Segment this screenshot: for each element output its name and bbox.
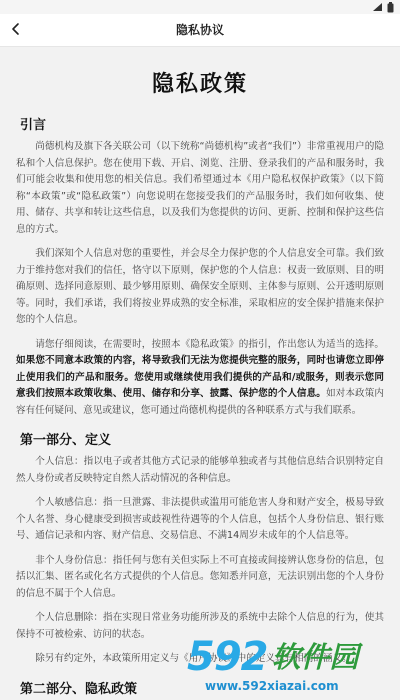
paragraph: 个人信息：指以电子或者其他方式记录的能够单独或者与其他信息结合识别特定自然人身份或者反映特定自然人活动情况的各种信息。 (16, 456, 384, 484)
paragraph: 除另有约定外，本政策所用定义与《用户协议》中的定义具有相同的涵义。 (35, 653, 352, 664)
battery-icon (387, 2, 394, 13)
document-scroll-area[interactable] (0, 47, 400, 700)
paragraph: 我们深知个人信息对您的重要性，并会尽全力保护您的个人信息安全可靠。我们致力于维持您对我们的信任，恪守以下原则，保护您的个人信息：权责一致原则、目的明确原则、选择同意原则、最少够用原则、确保安全原则、主体参与原则、公开透明原则等。同时，我们承诺，我们将按业界成熟的安全标准，采取相应的安全保护措施来保护您的个人信息。 (16, 248, 384, 325)
watermark-number: 592 (187, 634, 268, 680)
paragraph-text: 如对本政策内容有任何疑问、意见或建议，您可通过尚德机构提供的各种联系方式与我们联系。 (16, 388, 385, 416)
page-title: 隐私协议 (175, 23, 224, 37)
paragraph: 尚德机构及旗下各关联公司（以下统称“尚德机构”或者“我们”）非常重视用户的隐私和个人信息保护。您在使用下载、开启、浏览、注册、登录我们的产品和服务时，我们可能会收集和使用您的相关信息。我们希望通过本《用户隐私权保护政策》（以下简称“本政策”或“隐私政策”）向您说明在您接受我们的产品服务时，我们如何收集、使用、储存、共享和转让这些信息，以及我们为您提供的访问、更新、控制和保护这些信息的方式。 (16, 141, 384, 235)
status-bar (0, 0, 400, 14)
section-heading-privacy-policy: 第二部分、隐私政策 (20, 681, 138, 697)
watermark-url: www.592xiazai.com (205, 679, 339, 693)
paragraph: 个人信息删除：指在实现日常业务功能所涉及的系统中去除个人信息的行为，使其保持不可被检索、访问的状态。 (16, 612, 384, 640)
paragraph-text: 请您仔细阅读，在需要时，按照本《隐私政策》的指引，作出您认为适当的选择。 (35, 338, 384, 350)
status-icons (372, 1, 394, 13)
paragraph-mixed (16, 337, 384, 420)
paragraph: 非个人身份信息：指任何与您有关但实际上不可直接或间接辨认您身份的信息，包括以汇集、匿名或化名方式提供的个人信息。您知悉并同意，无法识别出您的个人身份的信息不属于个人信息。 (16, 554, 384, 599)
paragraph: 个人敏感信息：指一旦泄露、非法提供或滥用可能危害人身和财产安全，极易导致个人名誉、身心健康受到损害或歧视性待遇等的个人信息，包括个人身份信息、银行账号、通信记录和内容、财产信息、交易信息、不满14周岁未成年的个人信息等。 (16, 497, 384, 541)
privacy-document (0, 47, 400, 700)
chevron-left-icon (10, 21, 22, 40)
signal-icon (372, 2, 383, 12)
watermark-text: 软件园 (271, 640, 359, 674)
back-button[interactable] (4, 18, 28, 42)
section-heading-intro: 引言 (20, 118, 47, 133)
paragraph-bold-text: 如果您不同意本政策的内容，将导致我们无法为您提供完整的服务，同时也请您立即停止使用我们的产品和服务。您使用或继续使用我们提供的产品和/或服务，则表示您同意我们按照本政策收集、使用、储存和分享、披露、保护您的个人信息。 (16, 355, 384, 399)
document-title: 隐私政策 (151, 72, 248, 97)
section-heading-definitions: 第一部分、定义 (20, 433, 112, 448)
nav-bar (0, 14, 400, 47)
